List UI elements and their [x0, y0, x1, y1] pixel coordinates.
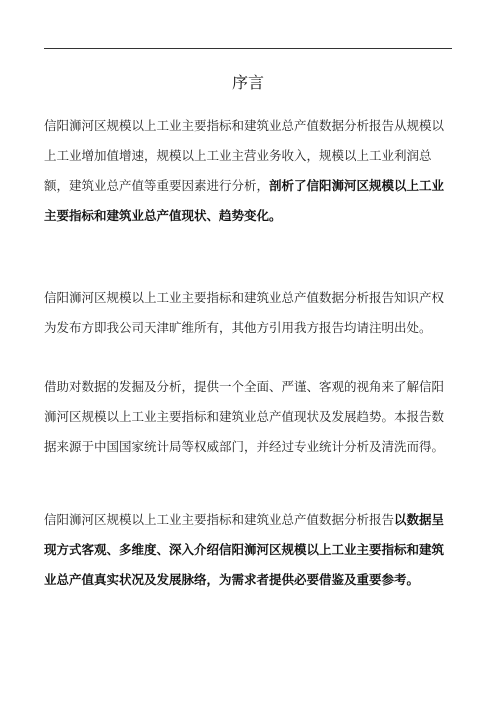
page-title: 序言: [231, 73, 264, 92]
paragraph-1: [44, 111, 454, 231]
paragraph-4: [44, 505, 454, 595]
paragraph-1-emphasis: 剖析了信阳浉河区规模以上工业主要指标和建筑业总产值现状、趋势变化。: [44, 178, 445, 223]
paragraph-2: [44, 283, 454, 343]
paragraph-2-text: 信阳浉河区规模以上工业主要指标和建筑业总产值数据分析报告知识产权为发布方即我公司天津旷维所有，其他方引用我方报告均请注明出处。: [44, 290, 445, 335]
paragraph-4-emphasis: 以数据呈现方式客观、多维度、深入介绍信阳浉河区规模以上工业主要指标和建筑业总产值真实状况及发展脉络，为需求者提供必要借鉴及重要参考。: [44, 512, 445, 587]
paragraph-1-text: 信阳浉河区规模以上工业主要指标和建筑业总产值数据分析报告从规模以上工业增加值增速，规模以上工业主营业务收入，规模以上工业利润总额，建筑业总产值等重要因素进行分析，: [44, 118, 445, 193]
paragraph-3: [44, 372, 454, 462]
paragraph-3-text: 借助对数据的发掘及分析，提供一个全面、严谨、客观的视角来了解信阳浉河区规模以上工业主要指标和建筑业总产值现状及发展趋势。本报告数据来源于中国国家统计局等权威部门，并经过专业统计分析及清洗而得。: [44, 379, 445, 454]
header-rule: [44, 48, 452, 49]
paragraph-4-text: 信阳浉河区规模以上工业主要指标和建筑业总产值数据分析报告: [44, 512, 395, 527]
